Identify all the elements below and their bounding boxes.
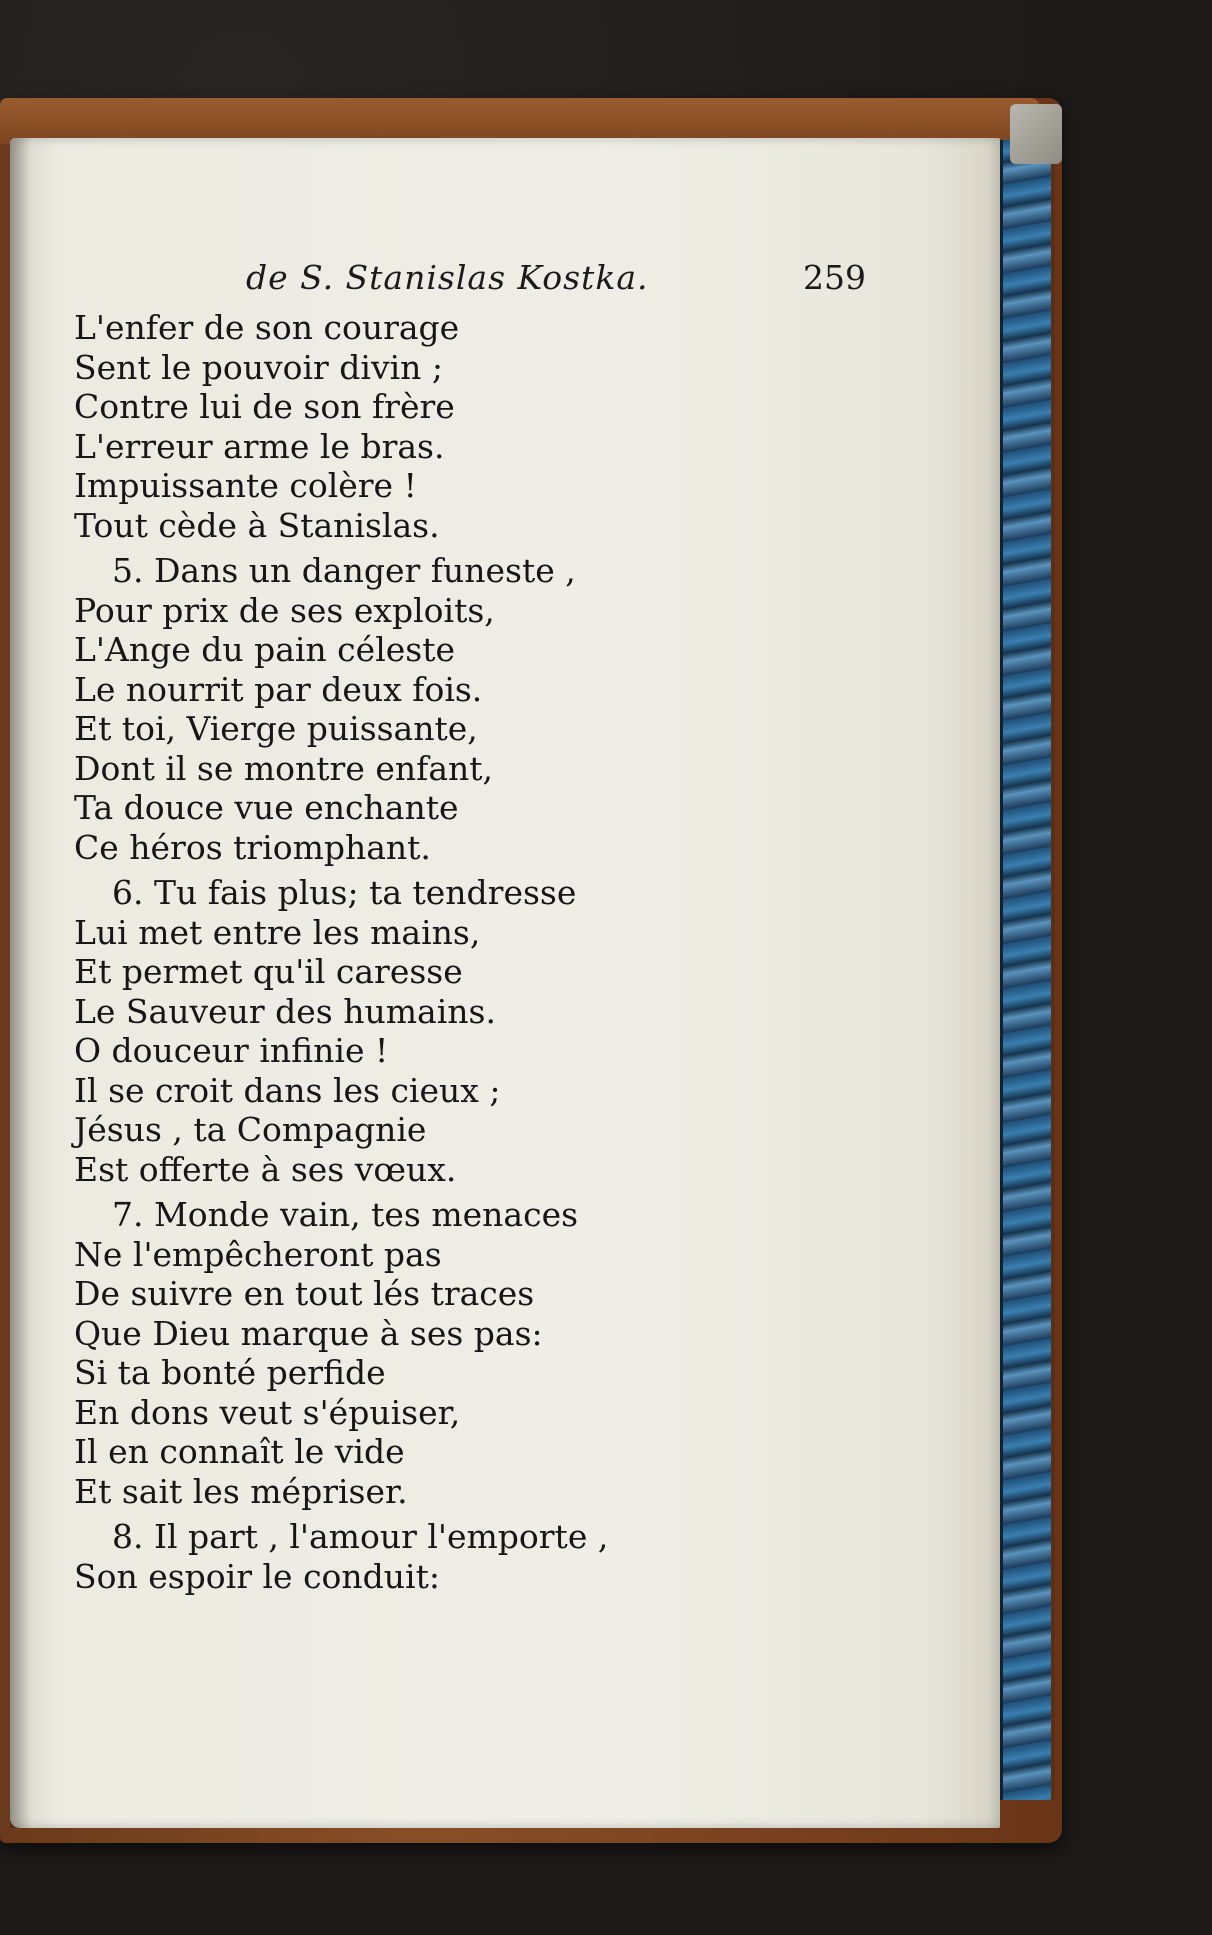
- verse-line: Et sait les mépriser.: [74, 1471, 408, 1511]
- verse-line: Il se croit dans les cieux ;: [74, 1070, 501, 1110]
- verse-line: De suivre en tout lés traces: [74, 1274, 535, 1313]
- verse-line: Si ta bonté perfide: [74, 1353, 386, 1392]
- gutter-shadow: [10, 138, 32, 1828]
- verse-line: Il en connaît le vide: [74, 1432, 405, 1471]
- page-header: [246, 258, 866, 302]
- verse-line: Ta douce vue enchante: [74, 788, 459, 827]
- verse-line: 5. Dans un danger funeste ,: [112, 551, 576, 590]
- poem-text: [74, 308, 714, 1602]
- stanza-4-continued: [74, 308, 714, 545]
- verse-line: Jésus , ta Compagnie: [74, 1110, 427, 1149]
- verse-line: Son espoir le conduit:: [74, 1556, 440, 1596]
- verse-line: L'enfer de son courage: [74, 308, 460, 347]
- stanza-6: [74, 873, 714, 1189]
- verse-line: Est offerte à ses vœux.: [74, 1149, 457, 1189]
- marbled-page-edge: [1000, 140, 1055, 1800]
- running-title: de S. Stanislas Kostka.: [246, 258, 649, 297]
- stanza-8: [74, 1517, 714, 1596]
- verse-line: 7. Monde vain, tes menaces: [112, 1195, 579, 1234]
- verse-line: Ce héros triomphant.: [74, 827, 431, 867]
- verse-line: L'Ange du pain céleste: [74, 630, 455, 669]
- verse-line: Le nourrit par deux fois.: [74, 669, 483, 709]
- verse-line: L'erreur arme le bras.: [74, 426, 445, 466]
- verse-line: En dons veut s'épuiser,: [74, 1392, 461, 1432]
- stanza-5: [74, 551, 714, 867]
- verse-line: Tout cède à Stanislas.: [74, 505, 440, 545]
- verse-line: Le Sauveur des humains.: [74, 991, 496, 1031]
- verse-line: Contre lui de son frère: [74, 387, 455, 426]
- verse-line: 8. Il part , l'amour l'emporte ,: [112, 1517, 609, 1556]
- verse-line: Sent le pouvoir divin ;: [74, 347, 444, 387]
- verse-line: Impuissante colère !: [74, 466, 417, 505]
- verse-line: Pour prix de ses exploits,: [74, 590, 495, 630]
- verse-line: Et toi, Vierge puissante,: [74, 709, 478, 748]
- cover-corner: [1010, 104, 1062, 164]
- verse-line: Et permet qu'il caresse: [74, 952, 463, 991]
- page-number: 259: [803, 258, 866, 297]
- stanza-7: [74, 1195, 714, 1511]
- verse-line: 6. Tu fais plus; ta tendresse: [112, 873, 577, 912]
- verse-line: Que Dieu marque à ses pas:: [74, 1313, 543, 1353]
- verse-line: Dont il se montre enfant,: [74, 748, 494, 788]
- verse-line: O douceur infinie !: [74, 1031, 389, 1070]
- verse-line: Ne l'empêcheront pas: [74, 1234, 442, 1274]
- verse-line: Lui met entre les mains,: [74, 912, 481, 952]
